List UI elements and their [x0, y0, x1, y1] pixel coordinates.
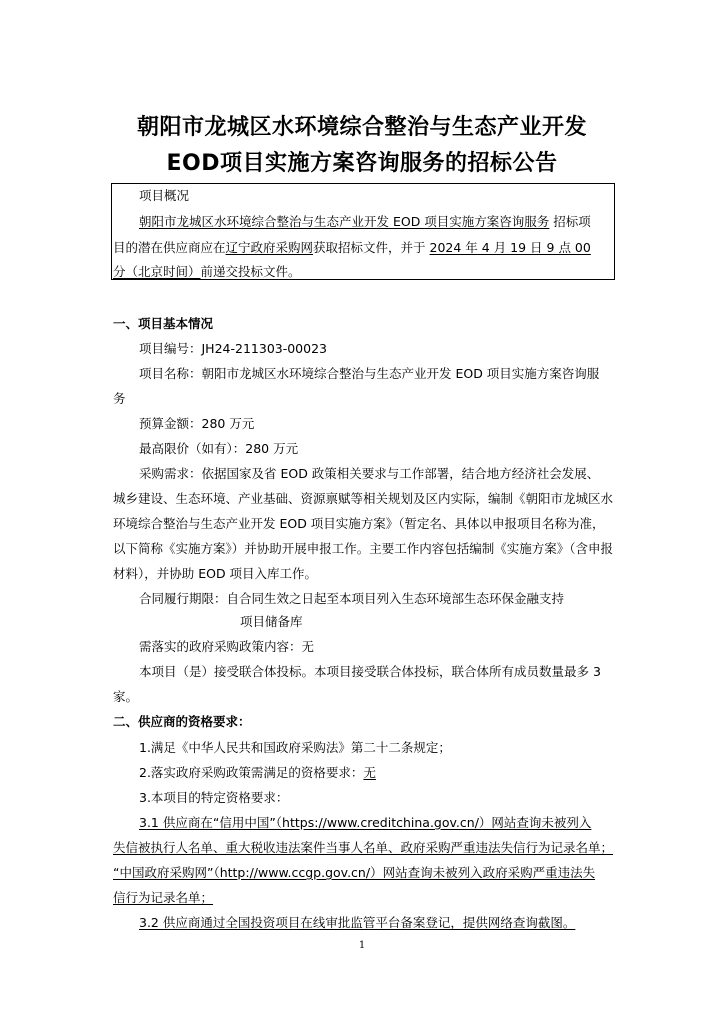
procurement-site-link[interactable]: 辽宁政府采购网 [225, 240, 314, 255]
qualification-3-1-line-2: 失信被执行人名单、重大税收违法案件当事人名单、政府采购严重违法失信行为记录名单； [113, 840, 614, 855]
qualification-item-2 [139, 765, 376, 781]
project-number: 项目编号：JH24-211303-00023 [139, 341, 327, 356]
project-name-line-1: 项目名称：朝阳市龙城区水环境综合整治与生态产业开发 EOD 项目实施方案咨询服 [139, 366, 600, 381]
contract-term-line-2: 项目储备库 [240, 614, 303, 629]
overview-text: 获取招标文件，并于 [313, 240, 430, 255]
qualification-item-1: 1.满足《中华人民共和国政府采购法》第二十二条规定； [139, 740, 451, 755]
document-title-line-1: 朝阳市龙城区水环境综合整治与生态产业开发 [136, 115, 587, 140]
requirement-line-2: 城乡建设、生态环境、产业基础、资源禀赋等相关规划及区内实际，编制《朝阳市龙城区水 [113, 491, 614, 506]
contract-term-line-1: 合同履行期限：自合同生效之日起至本项目列入生态环境部生态环保金融支持 [139, 591, 565, 606]
overview-text: 前递交投标文件。 [200, 264, 301, 279]
overview-heading: 项目概况 [139, 188, 190, 203]
project-name-line-2: 务 [113, 391, 126, 406]
overview-text: 招标项 [549, 214, 591, 229]
requirement-line-1: 采购需求：依据国家及省 EOD 政策相关要求与工作部署，结合地方经济社会发展、 [139, 466, 600, 481]
requirement-line-3: 环境综合整治与生态产业开发 EOD 项目实施方案》（暂定名、具体以申报项目名称为准， [113, 516, 605, 531]
qualification-item-3: 3.本项目的特定资格要求： [139, 790, 289, 805]
qualification-text: 2.落实政府采购政策需满足的资格要求： [139, 765, 364, 780]
overview-line-3 [113, 264, 301, 280]
qualification-value: 无 [363, 765, 376, 780]
requirement-line-5: 材料），并协助 EOD 项目入库工作。 [113, 566, 318, 581]
overview-line-2 [113, 240, 591, 256]
qualification-3-1-line-3: “中国政府采购网”（http://www.ccgp.gov.cn/）网站查询未被列入政府采购严重违法失 [113, 865, 596, 880]
max-price: 最高限价（如有）：280 万元 [139, 441, 299, 456]
section-1-heading: 一、项目基本情况 [113, 316, 214, 331]
page-number: 1 [358, 940, 366, 951]
document-title-line-2: EOD项目实施方案咨询服务的招标公告 [166, 151, 558, 176]
consortium-line-2: 家。 [113, 689, 139, 704]
deadline-date: 2024 年 4 月 19 日 9 点 00 [429, 240, 591, 255]
procurement-policy: 需落实的政府采购政策内容：无 [139, 639, 315, 654]
overview-text: 目的潜在供应商应在 [113, 240, 226, 255]
requirement-line-4: 以下简称《实施方案》）并协助开展申报工作。主要工作内容包括编制《实施方案》（含申报 [113, 541, 614, 556]
qualification-3-1-line-1: 3.1 供应商在“信用中国”（https://www.creditchina.gov.cn/）网站查询未被列入 [139, 815, 592, 830]
consortium-line-1: 本项目（是）接受联合体投标。本项目接受联合体投标，联合体所有成员数量最多 3 [139, 664, 601, 679]
qualification-3-1-line-4: 信行为记录名单； [113, 890, 214, 905]
budget-amount: 预算金额：280 万元 [139, 416, 255, 431]
overview-line-1 [139, 214, 591, 230]
section-2-heading: 二、供应商的资格要求： [113, 714, 251, 729]
qualification-3-2: 3.2 供应商通过全国投资项目在线审批监管平台备案登记，提供网络查询截图。 [139, 915, 576, 930]
overview-project-name: 朝阳市龙城区水环境综合整治与生态产业开发 EOD 项目实施方案咨询服务 [139, 214, 550, 229]
deadline-time: 分（北京时间） [113, 264, 201, 279]
